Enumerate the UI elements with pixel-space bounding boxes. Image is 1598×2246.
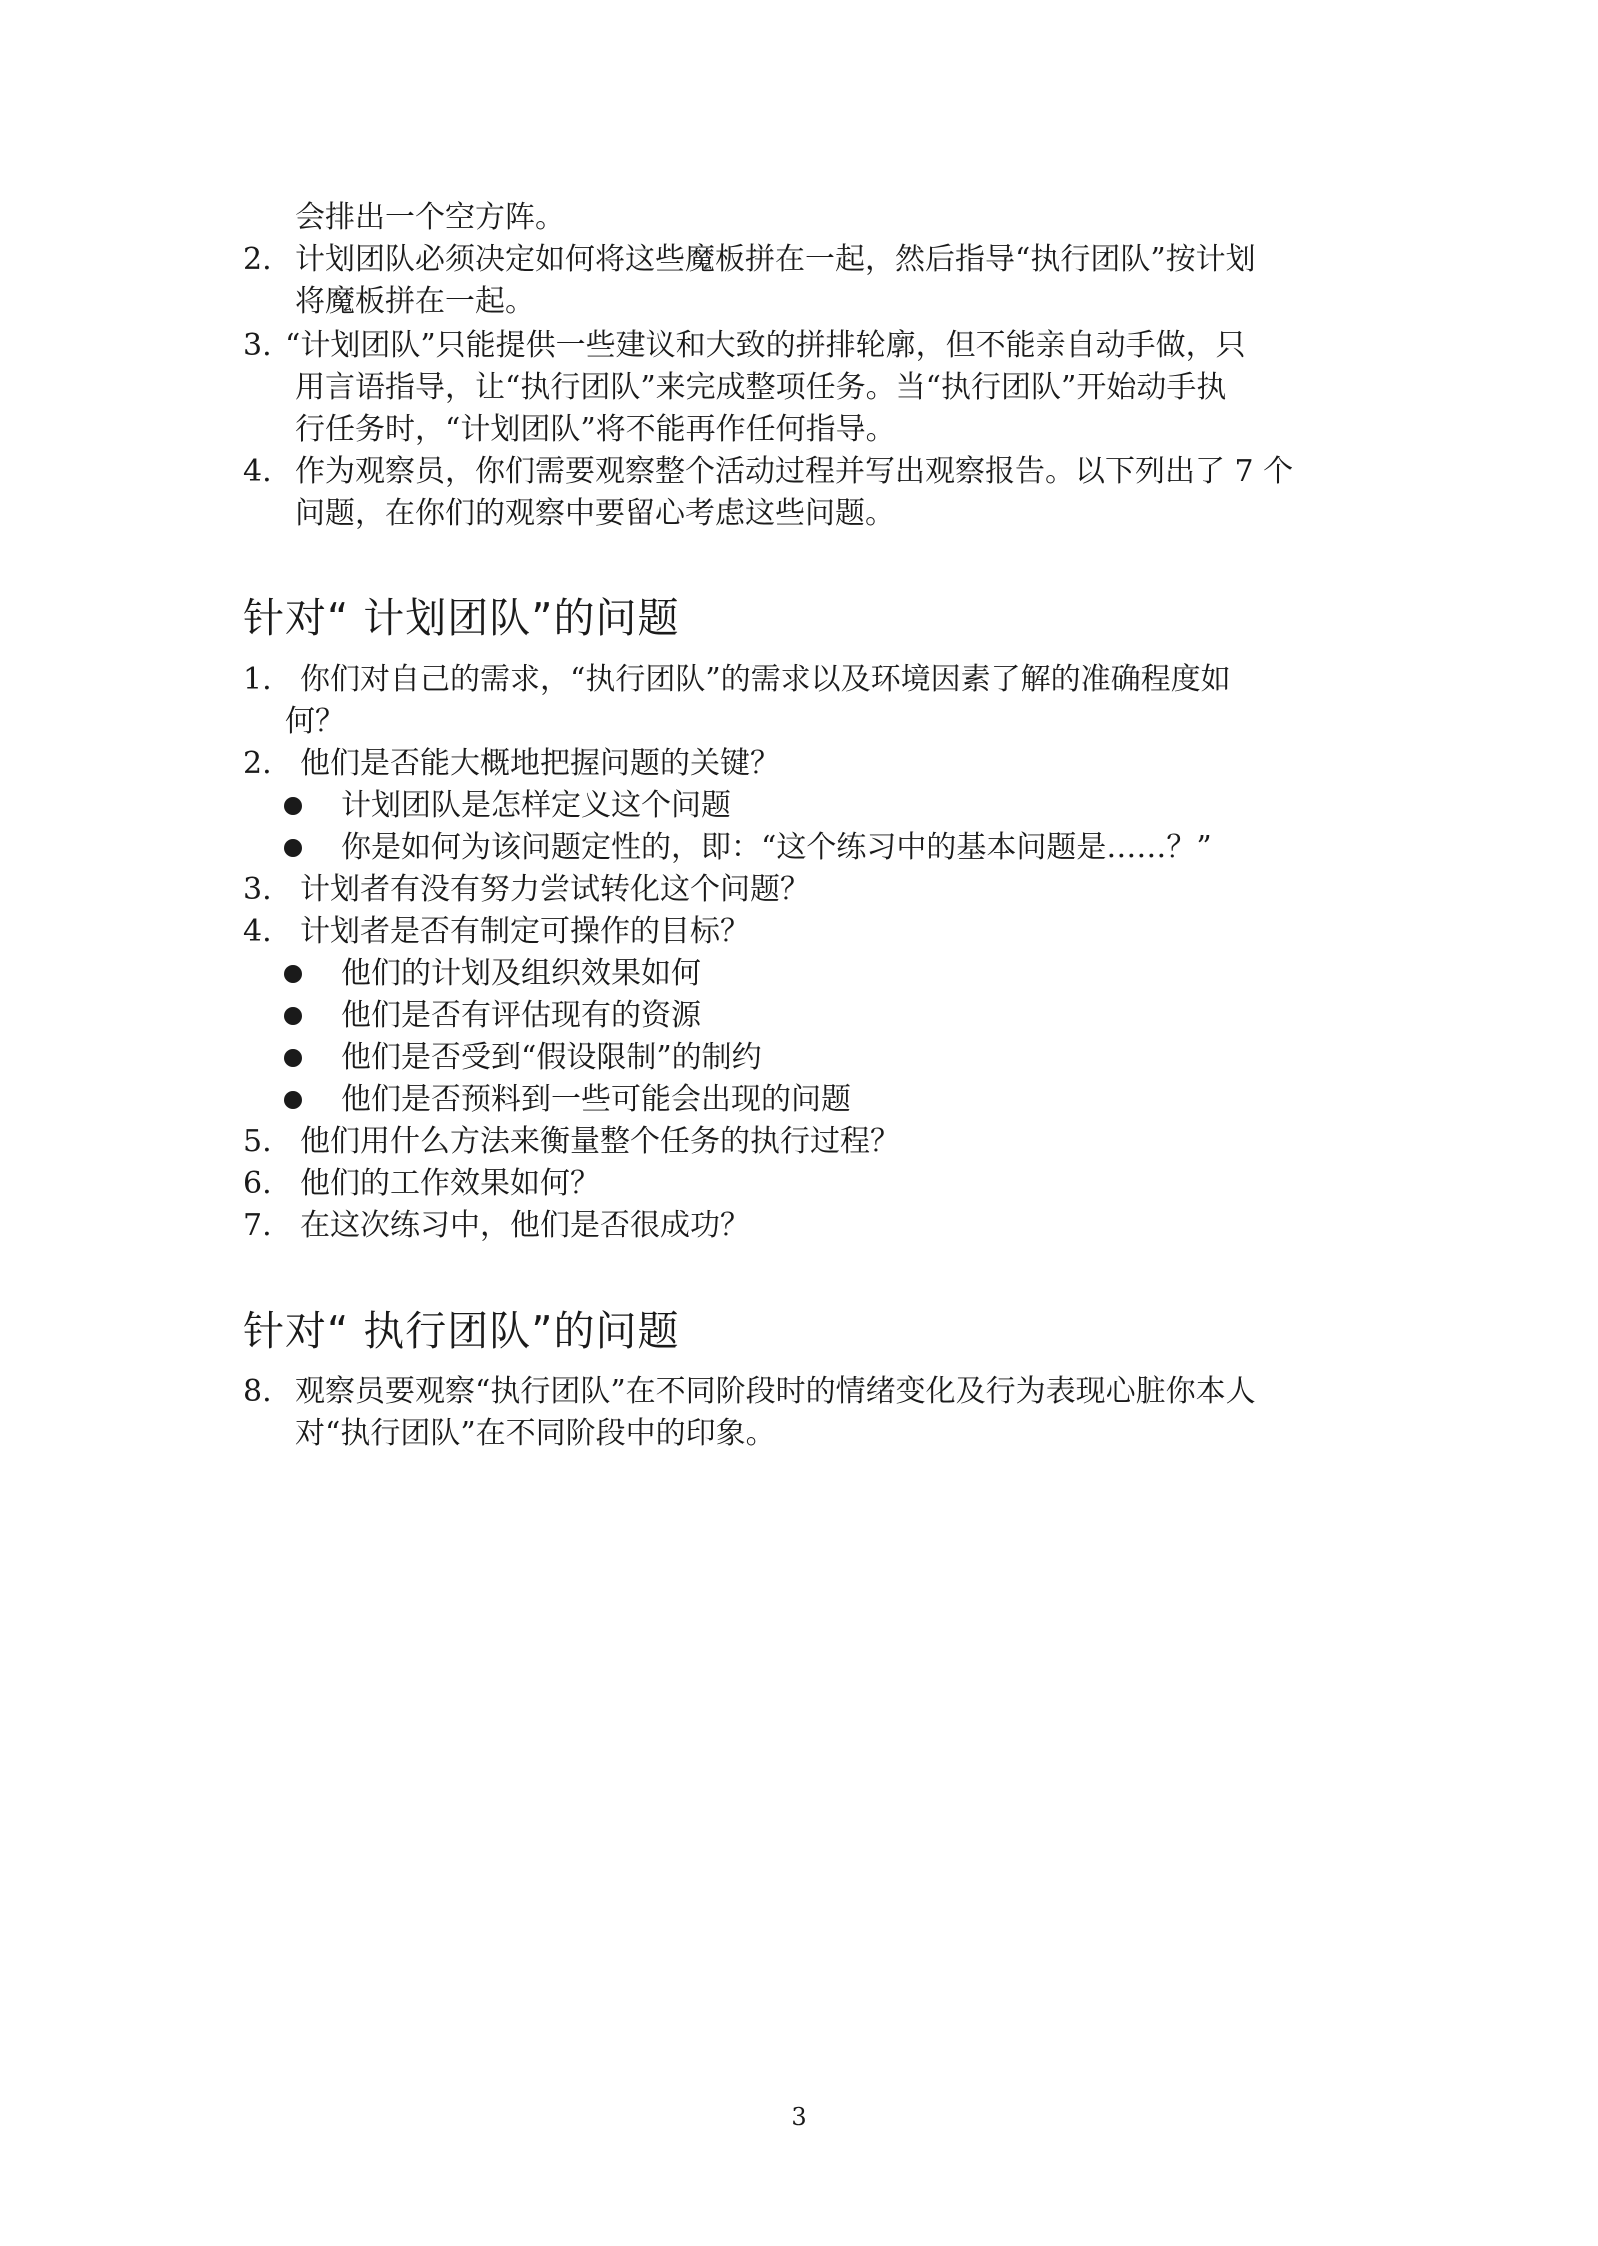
question-text: 他们的工作效果如何？: [300, 1166, 600, 1201]
question-number: 3.: [243, 872, 272, 907]
list-continuation: 会排出一个空方阵。: [295, 200, 565, 235]
list-item-text: 问题，在你们的观察中要留心考虑这些问题。: [295, 496, 895, 531]
bullet-text: 他们是否受到“假设限制”的制约: [341, 1040, 762, 1075]
bullet-icon: [284, 1091, 302, 1109]
question-number: 6.: [243, 1166, 272, 1201]
bullet-text: 他们的计划及组织效果如何: [341, 956, 701, 991]
list-item-text: 行任务时，“计划团队”将不能再作任何指导。: [295, 412, 896, 447]
question-text: 何？: [285, 704, 345, 739]
list-number: 4.: [243, 454, 272, 489]
list-item-text: “计划团队”只能提供一些建议和大致的拼排轮廓，但不能亲自动手做，只: [285, 328, 1246, 363]
question-number: 8.: [243, 1374, 272, 1409]
question-number: 1.: [243, 662, 272, 697]
list-item-text: 计划团队必须决定如何将这些魔板拼在一起，然后指导“执行团队”按计划: [295, 242, 1256, 277]
question-text: 你们对自己的需求，“执行团队”的需求以及环境因素了解的准确程度如: [300, 662, 1231, 697]
bullet-text: 计划团队是怎样定义这个问题: [341, 788, 731, 823]
list-number: 2.: [243, 242, 272, 277]
question-text: 计划者是否有制定可操作的目标？: [300, 914, 750, 949]
question-text: 计划者有没有努力尝试转化这个问题？: [300, 872, 810, 907]
question-text: 观察员要观察“执行团队”在不同阶段时的情绪变化及行为表现心脏你本人: [295, 1374, 1256, 1409]
list-number: 3.: [243, 328, 272, 363]
page-number: 3: [791, 2103, 807, 2131]
bullet-icon: [284, 1007, 302, 1025]
question-number: 7.: [243, 1208, 272, 1243]
bullet-icon: [284, 797, 302, 815]
list-item-text: 用言语指导，让“执行团队”来完成整项任务。当“执行团队”开始动手执: [295, 370, 1227, 405]
bullet-text: 他们是否有评估现有的资源: [341, 998, 701, 1033]
bullet-icon: [284, 1049, 302, 1067]
question-number: 2.: [243, 746, 272, 781]
question-text: 他们用什么方法来衡量整个任务的执行过程？: [300, 1124, 900, 1159]
question-text: 对“执行团队”在不同阶段中的印象。: [295, 1416, 776, 1451]
bullet-icon: [284, 965, 302, 983]
question-text: 在这次练习中，他们是否很成功？: [300, 1208, 750, 1243]
list-item-text: 将魔板拼在一起。: [295, 284, 535, 319]
question-number: 5.: [243, 1124, 272, 1159]
section-heading-execution-team: 针对“ 执行团队”的问题: [243, 1307, 680, 1355]
question-text: 他们是否能大概地把握问题的关键？: [300, 746, 780, 781]
list-item-text: 作为观察员，你们需要观察整个活动过程并写出观察报告。以下列出了 7 个: [295, 454, 1294, 489]
bullet-text: 你是如何为该问题定性的，即：“这个练习中的基本问题是……？”: [341, 830, 1212, 865]
question-number: 4.: [243, 914, 272, 949]
bullet-text: 他们是否预料到一些可能会出现的问题: [341, 1082, 851, 1117]
bullet-icon: [284, 839, 302, 857]
section-heading-planning-team: 针对“ 计划团队”的问题: [243, 594, 680, 642]
